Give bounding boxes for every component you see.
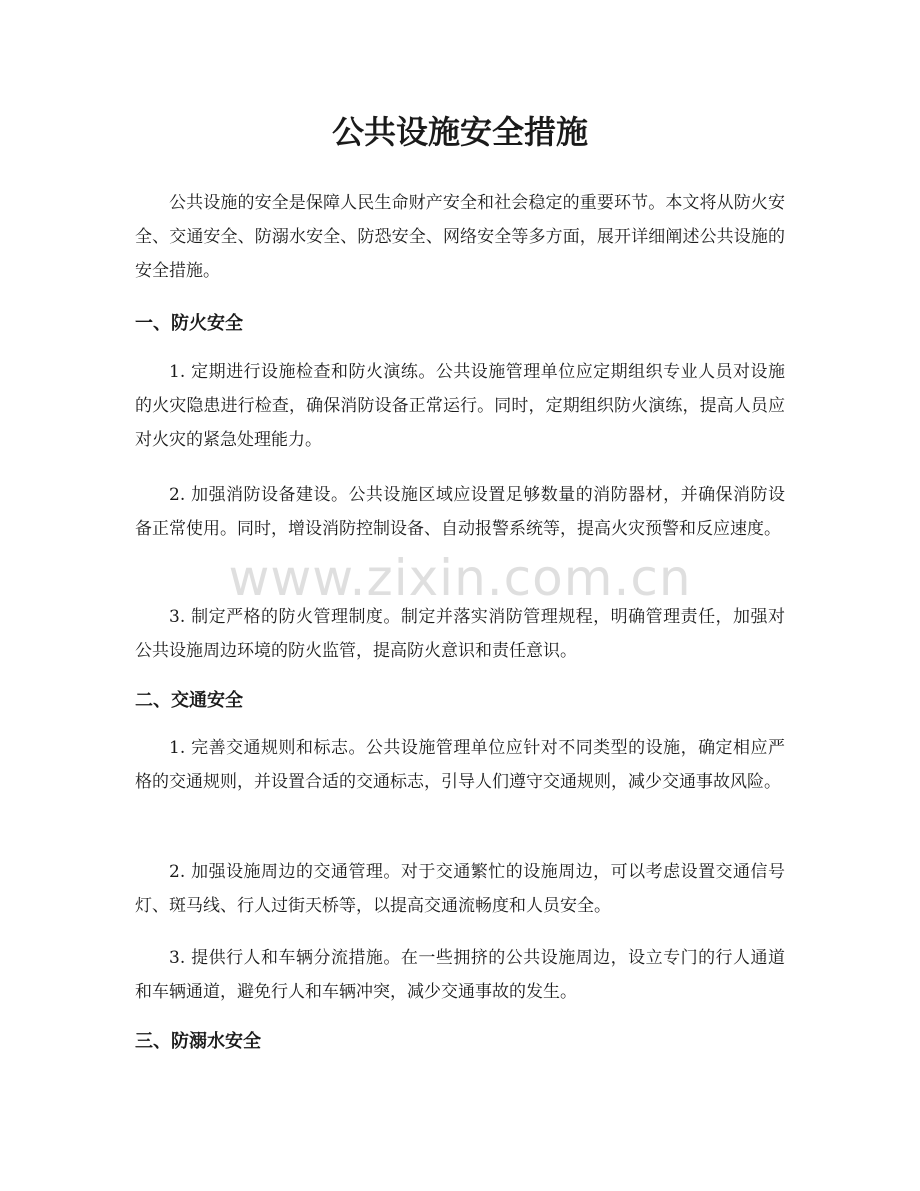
traffic-paragraph-1: 1. 完善交通规则和标志。公共设施管理单位应针对不同类型的设施，确定相应严格的交通规则，并设置合适的交通标志，引导人们遵守交通规则，减少交通事故风险。 — [135, 738, 785, 792]
section-heading-traffic: 二、交通安全 — [135, 690, 243, 711]
section-heading-drowning: 三、防溺水安全 — [135, 1031, 261, 1052]
fire-paragraph-1: 1. 定期进行设施检查和防火演练。公共设施管理单位应定期组织专业人员对设施的火灾隐患进行检查，确保消防设备正常运行。同时，定期组织防火演练，提高人员应对火灾的紧急处理能力。 — [135, 362, 785, 450]
traffic-paragraph-3: 3. 提供行人和车辆分流措施。在一些拥挤的公共设施周边，设立专门的行人通道和车辆通道，避免行人和车辆冲突，减少交通事故的发生。 — [135, 948, 785, 1002]
traffic-paragraph-2: 2. 加强设施周边的交通管理。对于交通繁忙的设施周边，可以考虑设置交通信号灯、斑马线、行人过街天桥等，以提高交通流畅度和人员安全。 — [135, 862, 785, 916]
section-heading-fire: 一、防火安全 — [135, 313, 243, 334]
fire-paragraph-3: 3. 制定严格的防火管理制度。制定并落实消防管理规程，明确管理责任，加强对公共设施周边环境的防火监管，提高防火意识和责任意识。 — [135, 607, 785, 661]
intro-paragraph: 公共设施的安全是保障人民生命财产安全和社会稳定的重要环节。本文将从防火安全、交通安全、防溺水安全、防恐安全、网络安全等多方面，展开详细阐述公共设施的安全措施。 — [135, 193, 785, 281]
document-title: 公共设施安全措施 — [331, 113, 588, 151]
watermark-text: www.zixin.com.cn — [228, 549, 692, 607]
fire-paragraph-2: 2. 加强消防设备建设。公共设施区域应设置足够数量的消防器材，并确保消防设备正常使用。同时，增设消防控制设备、自动报警系统等，提高火灾预警和反应速度。 — [135, 485, 785, 539]
